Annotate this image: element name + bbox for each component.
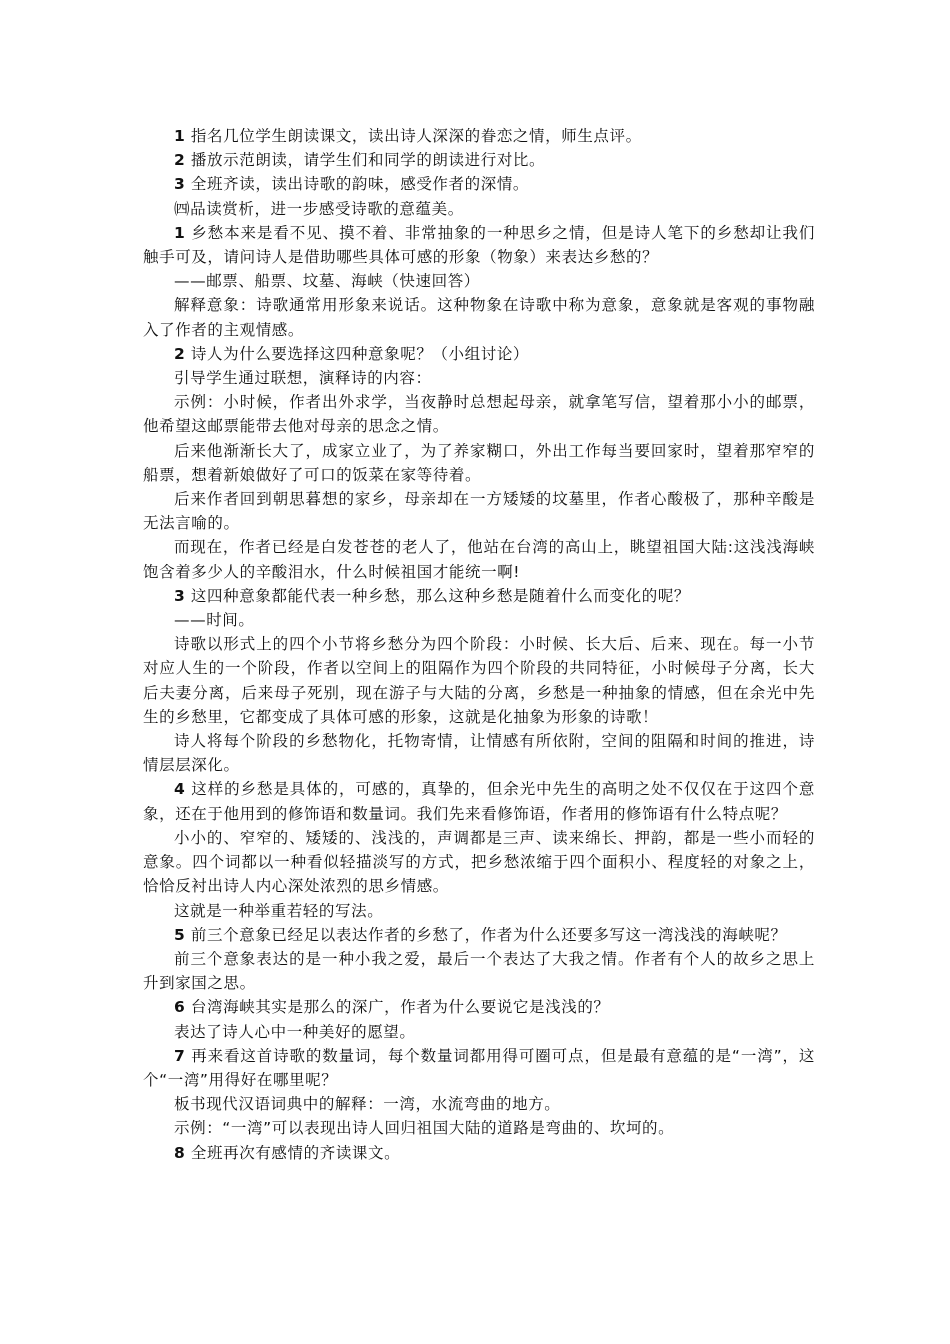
- paragraph-text: ——时间。: [174, 611, 255, 630]
- paragraph-text: 引导学生通过联想，演释诗的内容：: [174, 369, 432, 388]
- paragraph-text: 这四种意象都能代表一种乡愁，那么这种乡愁是随着什么而变化的呢？: [185, 586, 691, 605]
- paragraph: [143, 148, 815, 172]
- paragraph: [143, 995, 815, 1019]
- paragraph: [143, 826, 815, 899]
- paragraph-text: 乡愁本来是看不见、摸不着、非常抽象的一种思乡之情，但是诗人笔下的乡愁却让我们触手可及，请问诗人是借助哪些具体可感的形象（物象）来表达乡愁的？: [143, 223, 815, 267]
- paragraph-text: ——邮票、船票、坟墓、海峡（快速回答）: [174, 272, 480, 291]
- item-number: 2: [174, 344, 186, 363]
- paragraph: [143, 1044, 815, 1092]
- paragraph-text: 小小的、窄窄的、矮矮的、浅浅的，声调都是三声、读来绵长、押韵，都是一些小而轻的意象。四个词都以一种看似轻描淡写的方式，把乡愁浓缩于四个面积小、程度轻的对象之上，恰恰反衬出诗人内心深处浓烈的思乡情感。: [143, 828, 815, 896]
- paragraph-text: 诗歌以形式上的四个小节将乡愁分为四个阶段：小时候、长大后、后来、现在。每一小节对应人生的一个阶段，作者以空间上的阻隔作为四个阶段的共同特征，小时候母子分离，长大后夫妻分离，后来母子死别，现在游子与大陆的分离，乡愁是一种抽象的情感，但在余光中先生的乡愁里，它都变成了具体可感的形象，这就是化抽象为形象的诗歌！: [143, 635, 815, 726]
- paragraph: [143, 366, 815, 390]
- paragraph: [143, 1092, 815, 1116]
- paragraph: [143, 1141, 815, 1165]
- paragraph-text: 全班再次有感情的齐读课文。: [185, 1143, 401, 1162]
- paragraph-text: 台湾海峡其实是那么的深广，作者为什么要说它是浅浅的？: [185, 998, 610, 1017]
- paragraph-text: 播放示范朗读，请学生们和同学的朗读进行对比。: [185, 151, 546, 170]
- paragraph: [143, 269, 815, 293]
- paragraph-text: 诗人为什么要选择这四种意象呢？（小组讨论）: [185, 344, 530, 363]
- item-number: 7: [174, 1046, 186, 1065]
- paragraph: [143, 535, 815, 583]
- paragraph-text: 板书现代汉语词典中的解释：一湾，水流弯曲的地方。: [174, 1095, 561, 1114]
- document-body: [143, 124, 815, 1165]
- item-number: 3: [174, 586, 186, 605]
- paragraph: [143, 221, 815, 269]
- paragraph-text: 解释意象：诗歌通常用形象来说话。这种物象在诗歌中称为意象，意象就是客观的事物融入了作者的主观情感。: [143, 296, 815, 339]
- paragraph: [143, 439, 815, 487]
- item-number: 1: [174, 223, 186, 242]
- paragraph-text: 再来看这首诗歌的数量词，每个数量词都用得可圈可点，但是最有意蕴的是“一湾”，这个“一湾”用得好在哪里呢？: [143, 1046, 815, 1089]
- paragraph-text: 这样的乡愁是具体的，可感的，真挚的，但余光中先生的高明之处不仅仅在于这四个意象，还在于他用到的修饰语和数量词。我们先来看修饰语，作者用的修饰语有什么特点呢？: [143, 780, 815, 823]
- paragraph: [143, 923, 815, 947]
- paragraph-text: 诗人将每个阶段的乡愁物化，托物寄情，让情感有所依附，空间的阻隔和时间的推进，诗情层层深化。: [143, 732, 815, 775]
- paragraph-text: 前三个意象已经足以表达作者的乡愁了，作者为什么还要多写这一湾浅浅的海峡呢？: [185, 925, 787, 944]
- item-number: 8: [174, 1143, 186, 1162]
- paragraph: [143, 1116, 815, 1140]
- item-number: 6: [174, 998, 186, 1017]
- paragraph: [143, 172, 815, 196]
- paragraph: [143, 947, 815, 995]
- section-heading: [143, 197, 815, 221]
- item-number: 5: [174, 925, 186, 944]
- item-number: 2: [174, 151, 186, 170]
- paragraph: [143, 899, 815, 923]
- paragraph: [143, 608, 815, 632]
- paragraph-text: 前三个意象表达的是一种小我之爱，最后一个表达了大我之情。作者有个人的故乡之思上升到家国之思。: [143, 949, 815, 993]
- paragraph: [143, 1020, 815, 1044]
- paragraph: [143, 342, 815, 366]
- item-number: 4: [174, 780, 186, 799]
- paragraph-text: ㈣品读赏析，进一步感受诗歌的意蕴美。: [174, 199, 464, 218]
- paragraph-text: 这就是一种举重若轻的写法。: [174, 901, 384, 920]
- paragraph-text: 示例：“一湾”可以表现出诗人回归祖国大陆的道路是弯曲的、坎坷的。: [174, 1119, 675, 1138]
- paragraph-text: 表达了诗人心中一种美好的愿望。: [174, 1022, 416, 1041]
- paragraph: [143, 729, 815, 777]
- paragraph-text: 后来作者回到朝思暮想的家乡，母亲却在一方矮矮的坟墓里，作者心酸极了，那种辛酸是无法言喻的。: [143, 490, 815, 533]
- paragraph-text: 示例：小时候，作者出外求学，当夜静时总想起母亲，就拿笔写信，望着那小小的邮票，他希望这邮票能带去他对母亲的思念之情。: [143, 393, 815, 436]
- paragraph: [143, 487, 815, 535]
- paragraph-text: 指名几位学生朗读课文，读出诗人深深的眷恋之情，师生点评。: [185, 127, 642, 145]
- paragraph-text: 全班齐读，读出诗歌的韵味，感受作者的深情。: [185, 175, 530, 194]
- paragraph-text: 而现在，作者已经是白发苍苍的老人了，他站在台湾的高山上，眺望祖国大陆:这浅浅海峡饱含着多少人的辛酸泪水，什么时候祖国才能统一啊!: [143, 538, 815, 581]
- item-number: 1: [174, 127, 186, 145]
- paragraph: [143, 632, 815, 729]
- paragraph: [143, 584, 815, 608]
- item-number: 3: [174, 175, 186, 194]
- paragraph: [143, 390, 815, 438]
- paragraph: [143, 124, 815, 148]
- paragraph: [143, 777, 815, 825]
- paragraph-text: 后来他渐渐长大了，成家立业了，为了养家糊口，外出工作每当要回家时，望着那窄窄的船票，想着新娘做好了可口的饭菜在家等待着。: [143, 441, 815, 484]
- paragraph: [143, 293, 815, 341]
